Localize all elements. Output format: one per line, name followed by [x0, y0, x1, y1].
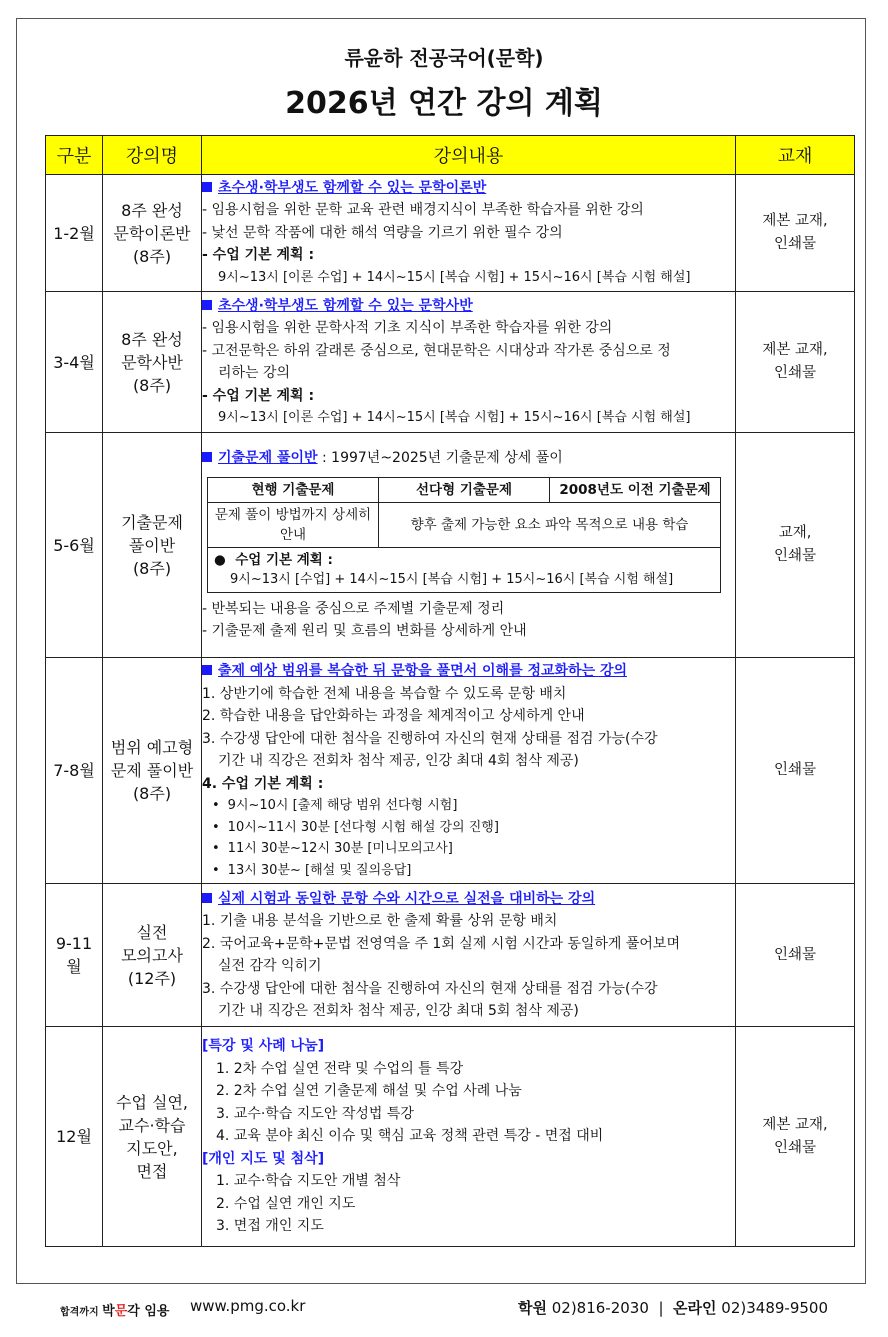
inner-cell: 문제 풀이 방법까지 상세히 안내 [208, 502, 379, 547]
content-line: - 반복되는 내용을 중심으로 주제별 기출문제 정리 [202, 600, 505, 617]
name-line: 범위 예고형 [110, 738, 194, 757]
table-row [46, 884, 855, 1027]
content-line: 1. 상반기에 학습한 전체 내용을 복습할 수 있도록 문항 배치 [202, 685, 567, 702]
name-line: (12주) [127, 968, 177, 988]
row-highlight: 출제 예상 범위를 복습한 뒤 문항을 풀면서 이해를 정교화하는 강의 [218, 663, 628, 679]
square-bullet-icon [202, 182, 212, 192]
name-line: 실전 [136, 922, 168, 942]
past-exam-table [207, 477, 721, 593]
row-highlight: 실제 시험과 동일한 문항 수와 시간으로 실전을 대비하는 강의 [218, 890, 596, 907]
row-content [202, 884, 736, 1027]
header-content: 강의내용 [202, 136, 736, 175]
logo-char: 박 [102, 1304, 115, 1319]
name-line: (8주) [132, 558, 172, 578]
row-book [736, 175, 855, 292]
phone-label: 온라인 [673, 1299, 717, 1317]
square-bullet-icon [202, 300, 212, 310]
row-content [202, 175, 736, 292]
content-line: 2. 수업 실연 개인 지도 [216, 1195, 356, 1212]
inner-header: 현행 기출문제 [208, 477, 379, 502]
inner-header: 2008년도 이전 기출문제 [550, 477, 721, 502]
content-line: 1. 교수·학습 지도안 개별 첨삭 [216, 1173, 401, 1190]
row-period: 7-8월 [46, 658, 103, 884]
book-line: 제본 교재, [762, 1116, 828, 1133]
row-book [736, 884, 855, 1027]
schedule-item: • 10시~11시 30분 [선다형 시험 해설 강의 진행] [202, 817, 735, 839]
row-highlight-tail: : 1997년~2025년 기출문제 상세 풀이 [317, 450, 563, 467]
name-line: 풀이반 [128, 535, 176, 555]
plan-label: - 수업 기본 계획 : [202, 247, 315, 264]
row-name [103, 292, 202, 433]
name-line: (8주) [132, 375, 172, 395]
page-title: 2026년 연간 강의 계획 [285, 86, 603, 121]
name-line: (8주) [132, 784, 172, 803]
table-row [46, 175, 855, 292]
book-line: 인쇄물 [773, 365, 817, 381]
content-line: 리하는 강의 [218, 365, 291, 381]
content-line: 3. 면접 개인 지도 [216, 1218, 324, 1235]
plan-label [214, 550, 720, 570]
inner-cell: 향후 출제 가능한 요소 파악 목적으로 내용 학습 [379, 502, 721, 547]
row-period: 3-4월 [46, 292, 103, 433]
name-line: 기출문제 [121, 512, 183, 532]
bullet-icon: ● [214, 551, 236, 568]
table-row [46, 658, 855, 884]
plan-label: 4. 수업 기본 계획 : [202, 775, 324, 792]
row-name [103, 175, 202, 292]
content-line: 기간 내 직강은 전회차 첨삭 제공, 인강 최대 4회 첨삭 제공) [218, 753, 579, 769]
plan-line: 9시~13시 [이론 수업] + 14시~15시 [복습 시험] + 15시~16시 [복습 시험 해설] [218, 410, 691, 425]
book-line: 교재, [778, 525, 812, 541]
row-content [202, 658, 736, 884]
logo-char: 문 [114, 1304, 128, 1319]
book-line: 인쇄물 [773, 1139, 817, 1156]
book-line: 제본 교재, [762, 213, 828, 229]
row-highlight: 기출문제 풀이반 [218, 450, 318, 467]
content-line: - 낯선 문학 작품에 대한 해석 역량을 기르기 위한 필수 강의 [202, 224, 563, 241]
content-line: 실전 감각 익히기 [218, 958, 322, 974]
content-line: - 임용시험을 위한 문학사적 기초 지식이 부족한 학습자를 위한 강의 [202, 320, 613, 336]
content-line: 2. 국어교육+문학+문법 전영역을 주 1회 실제 시험 시간과 동일하게 풀어보며 [202, 935, 680, 952]
table-row [46, 433, 855, 658]
name-line: 지도안, [126, 1138, 178, 1158]
row-content [202, 1027, 736, 1247]
inner-header: 선다형 기출문제 [379, 477, 550, 502]
content-line: - 기출문제 출제 원리 및 흐름의 변화를 상세하게 안내 [202, 623, 527, 640]
row-content [202, 433, 736, 658]
name-line: 8주 완성 [121, 329, 183, 349]
contact-info [518, 1297, 828, 1318]
content-line: 1. 2차 수업 실연 전략 및 수업의 틀 특강 [216, 1060, 464, 1077]
header-period: 구분 [46, 136, 103, 175]
content-line: - 고전문학은 하위 갈래론 중심으로, 현대문학은 시대상과 작가론 중심으로 정 [202, 342, 671, 359]
section-heading: [특강 및 사례 나눔] [202, 1038, 325, 1055]
book-line: 인쇄물 [773, 236, 817, 252]
brand-logo [60, 1300, 169, 1319]
content-line: 3. 수강생 답안에 대한 첨삭을 진행하여 자신의 현재 상태를 점검 가능(수강 [202, 980, 658, 997]
phone-label: 학원 [517, 1299, 547, 1317]
row-book [736, 658, 855, 884]
row-book [736, 292, 855, 433]
name-line: 모의고사 [121, 945, 183, 965]
name-line: 교수·학습 [118, 1115, 186, 1135]
row-name [103, 1027, 202, 1247]
table-header-row [46, 136, 855, 175]
content-line: 2. 2차 수업 실연 기출문제 해설 및 수업 사례 나눔 [216, 1083, 522, 1100]
phone-number: 02)816-2030 [546, 1299, 649, 1317]
separator: | [648, 1299, 674, 1317]
table-row [46, 292, 855, 433]
schedule-item: • 9시~10시 [출제 해당 범위 선다형 시험] [202, 795, 735, 817]
content-line: 1. 기출 내용 분석을 기반으로 한 출제 확률 상위 문항 배치 [202, 913, 558, 929]
plan-label: - 수업 기본 계획 : [202, 387, 315, 404]
website-link[interactable]: www.pmg.co.kr [190, 1297, 306, 1315]
lecture-plan-table [45, 135, 855, 1247]
logo-char: 임용 [139, 1304, 170, 1319]
logo-char: 각 [127, 1304, 140, 1319]
content-line: 4. 교육 분야 최신 이슈 및 핵심 교육 정책 관련 특강 - 면접 대비 [216, 1128, 604, 1145]
book-line: 인쇄물 [773, 762, 817, 778]
footer [0, 1297, 888, 1319]
book-line: 제본 교재, [762, 342, 828, 358]
header-book: 교재 [736, 136, 855, 175]
row-name [103, 884, 202, 1027]
row-content [202, 292, 736, 433]
inner-plan-cell [208, 547, 721, 592]
row-period [46, 884, 103, 1027]
plan-line: 9시~13시 [이론 수업] + 14시~15시 [복습 시험] + 15시~16시 [복습 시험 해설] [218, 269, 691, 285]
row-period: 12월 [46, 1027, 103, 1247]
plan-line: 9시~13시 [수업] + 14시~15시 [복습 시험] + 15시~16시 [복습 시험 해설] [230, 571, 674, 587]
row-book [736, 1027, 855, 1247]
content-line: - 임용시험을 위한 문학 교육 관련 배경지식이 부족한 학습자를 위한 강의 [202, 202, 644, 219]
name-line: 8주 완성 [121, 200, 183, 220]
content-line: 기간 내 직강은 전회차 첨삭 제공, 인강 최대 5회 첨삭 제공) [218, 1003, 579, 1019]
book-line: 인쇄물 [773, 548, 817, 564]
name-line: 문학사반 [121, 352, 183, 372]
name-line: 문학이론반 [113, 223, 191, 243]
name-line: 면접 [136, 1161, 168, 1181]
row-name [103, 658, 202, 884]
section-heading: [개인 지도 및 첨삭] [202, 1150, 325, 1167]
row-book [736, 433, 855, 658]
schedule-item: • 11시 30분~12시 30분 [미니모의고사] [202, 838, 735, 860]
header-name: 강의명 [103, 136, 202, 175]
book-line: 인쇄물 [773, 946, 817, 963]
period-line: 9-11 [55, 934, 93, 953]
row-period: 1-2월 [46, 175, 103, 292]
table-row [46, 1027, 855, 1247]
plan-label-text: 수업 기본 계획 : [235, 551, 333, 568]
name-line: (8주) [132, 246, 172, 266]
period-line: 월 [66, 957, 82, 976]
name-line: 문제 풀이반 [110, 761, 194, 780]
logo-tagline: 합격까지 [60, 1307, 99, 1318]
name-line: 수업 실연, [116, 1092, 188, 1112]
content-line: 3. 교수·학습 지도안 작성법 특강 [216, 1105, 414, 1122]
row-highlight: 초수생·학부생도 함께할 수 있는 문학이론반 [218, 179, 487, 196]
content-line: 3. 수강생 답안에 대한 첨삭을 진행하여 자신의 현재 상태를 점검 가능(수강 [202, 730, 658, 747]
square-bullet-icon [202, 452, 212, 462]
row-period: 5-6월 [46, 433, 103, 658]
schedule-item: • 13시 30분~ [해설 및 질의응답] [202, 860, 735, 882]
page-subtitle: 류윤하 전공국어(문학) [344, 46, 544, 70]
row-name [103, 433, 202, 658]
square-bullet-icon [202, 665, 212, 675]
square-bullet-icon [202, 893, 212, 903]
phone-number: 02)3489-9500 [716, 1299, 828, 1317]
content-line: 2. 학습한 내용을 답안화하는 과정을 체계적이고 상세하게 안내 [202, 708, 585, 724]
row-highlight: 초수생·학부생도 함께할 수 있는 문학사반 [218, 297, 473, 314]
